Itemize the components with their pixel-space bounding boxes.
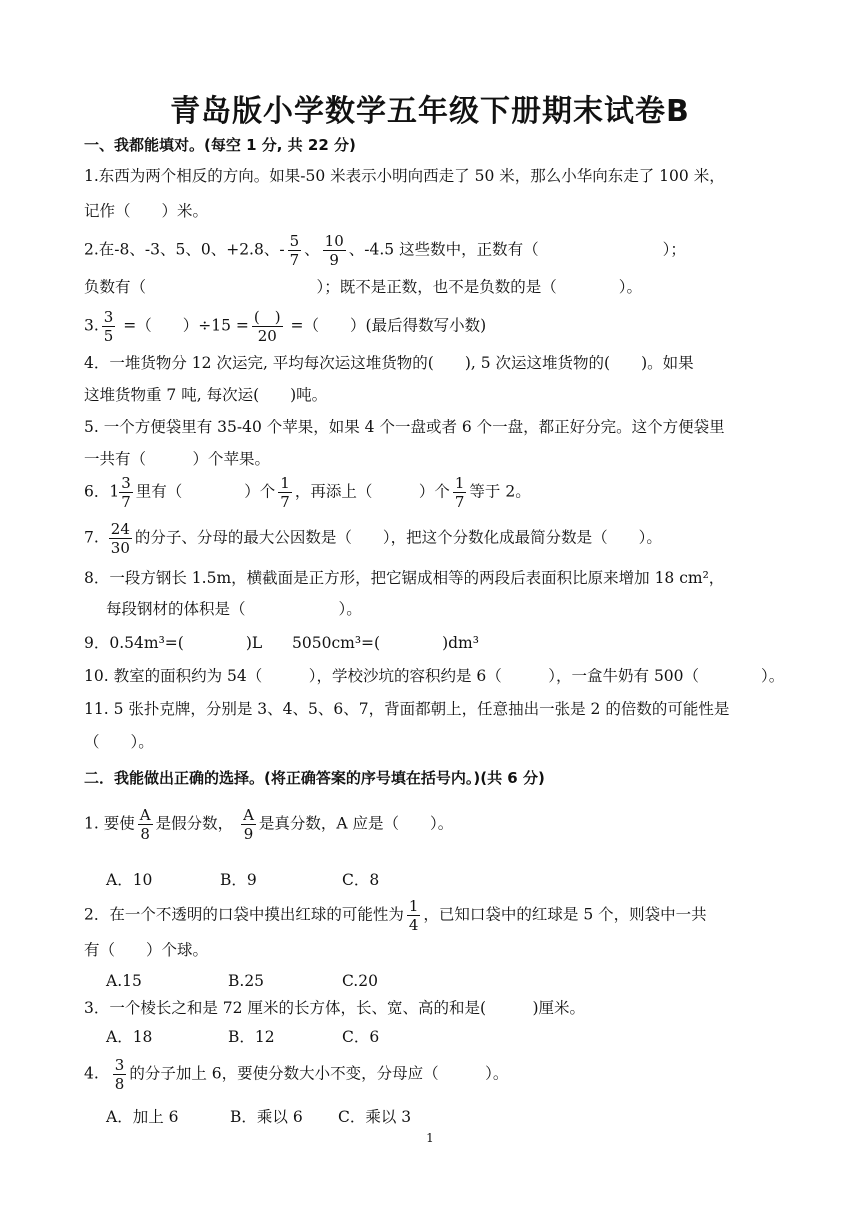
q1-line1: 1.东西为两个相反的方向。如果-50 米表示小明向西走了 50 米，那么小华向东走了 100 米，	[84, 167, 725, 185]
denominator: 8	[114, 1075, 125, 1093]
q6-prefix: 6．1	[84, 482, 120, 501]
numerator: ( )	[253, 308, 281, 326]
q7-prefix: 7.	[84, 528, 99, 547]
q4-line2: 这堆货物重 7 吨, 每次运( )吨。	[84, 386, 328, 404]
option-c: C．6	[342, 1028, 380, 1046]
fraction	[252, 308, 283, 345]
numerator: 3	[103, 308, 114, 326]
denominator: 7	[454, 493, 465, 511]
q2-suffix: 、-4.5 这些数中，正数有（ ）；	[348, 240, 686, 259]
q2-line1	[84, 232, 686, 269]
fraction	[119, 474, 133, 511]
numerator: 3	[114, 1056, 125, 1074]
numerator: 1	[408, 897, 419, 915]
q6-text2: ，再添上（ ）个	[294, 482, 450, 501]
fraction	[138, 806, 153, 843]
option-b: B．9	[220, 871, 257, 889]
q10-line: 10. 教室的面积约为 54（ ），学校沙坑的容积约是 6（ ），一盒牛奶有 500（ ）。	[84, 667, 785, 685]
s2-q2-prefix: 2．在一个不透明的口袋中摸出红球的可能性为	[84, 905, 404, 924]
numerator: A	[243, 806, 254, 824]
s2-q2-options	[106, 970, 378, 992]
s2-q2-line2: 有（ ）个球。	[84, 941, 209, 959]
q6-text3: 等于 2。	[469, 482, 531, 501]
q8-line1: 8．一段方钢长 1.5m，横截面是正方形，把它锯成相等的两段后表面积比原来增加 18 cm²，	[84, 569, 725, 587]
option-c: C．8	[342, 871, 380, 889]
s2-q2-line1	[84, 897, 707, 934]
s2-q1-text2: 是真分数，A 应是（ ）。	[258, 814, 454, 833]
s2-q4-options	[106, 1106, 411, 1128]
denominator: 8	[140, 825, 150, 843]
denominator: 9	[243, 825, 254, 843]
denominator: 7	[280, 493, 290, 511]
s2-q4-prefix: 4.	[84, 1064, 99, 1083]
q7-line	[84, 520, 662, 557]
fraction	[323, 232, 346, 269]
option-a: A．加上 6	[106, 1108, 179, 1126]
denominator: 5	[103, 327, 114, 345]
s2-q1-prefix: 1. 要使	[84, 814, 135, 833]
denominator: 4	[408, 916, 419, 934]
numerator: 1	[454, 474, 465, 492]
q3-suffix: =（ ）(最后得数写小数)	[285, 316, 487, 335]
fraction	[453, 474, 467, 511]
q8-line2: 每段钢材的体积是（ ）。	[106, 600, 362, 618]
option-b: B．乘以 6	[230, 1108, 303, 1126]
q1-line2: 记作（ ）米。	[84, 202, 209, 220]
q2-prefix: 2.在-8、-3、5、0、+2.8、-	[84, 240, 285, 259]
option-c: C．乘以 3	[338, 1108, 412, 1126]
s2-q1-text1: 是假分数，	[155, 814, 234, 833]
q5-line2: 一共有（ ）个苹果。	[84, 450, 271, 468]
option-b: B．12	[228, 1028, 275, 1046]
fraction	[407, 897, 421, 934]
q2-line2: 负数有（ ）；既不是正数，也不是负数的是（ ）。	[84, 278, 643, 296]
numerator: A	[139, 806, 151, 824]
s2-q3-line: 3．一个棱长之和是 72 厘米的长方体，长、宽、高的和是( )厘米。	[84, 999, 586, 1017]
section-1-heading: 一、我都能填对。(每空 1 分, 共 22 分)	[84, 136, 356, 154]
q3-prefix: 3.	[84, 316, 99, 335]
option-b: B.25	[228, 972, 265, 990]
fraction	[113, 1056, 127, 1093]
separator: 、	[304, 240, 320, 259]
denominator: 7	[289, 251, 300, 269]
section-2-heading: 二．我能做出正确的选择。(将正确答案的序号填在括号内。)(共 6 分)	[84, 769, 545, 787]
q6-line	[84, 474, 531, 511]
q11-line2: （ ）。	[84, 733, 154, 751]
option-a: A．10	[106, 871, 153, 889]
numerator: 24	[110, 520, 130, 538]
page-title: 青岛版小学数学五年级下册期末试卷B	[170, 94, 690, 129]
denominator: 30	[110, 539, 130, 557]
numerator: 3	[121, 474, 131, 492]
fraction	[102, 308, 116, 345]
fraction	[109, 520, 132, 557]
s2-q1-options	[106, 869, 379, 891]
q5-line1: 5. 一个方便袋里有 35-40 个苹果，如果 4 个一盘或者 6 个一盘，都正好分完。这个方便袋里	[84, 418, 725, 436]
q9-part-a: 9．0.54m³=( )L	[84, 634, 263, 652]
q9-part-b: 5050cm³=( )dm³	[292, 634, 479, 652]
s2-q2-suffix: ，已知口袋中的红球是 5 个，则袋中一共	[423, 905, 707, 924]
s2-q3-options	[106, 1026, 379, 1048]
q4-line1: 4．一堆货物分 12 次运完, 平均每次运这堆货物的( ), 5 次运这堆货物的( )。如果	[84, 354, 694, 372]
fraction	[278, 474, 292, 511]
numerator: 5	[289, 232, 300, 250]
s2-q4-line	[84, 1056, 508, 1093]
denominator: 20	[257, 327, 277, 345]
option-a: A．18	[106, 1028, 153, 1046]
q3-middle: =（ ）÷15 =	[118, 316, 249, 335]
page-number: 1	[426, 1131, 434, 1145]
s2-q4-suffix: 的分子加上 6，要使分数大小不变，分母应（ ）。	[129, 1064, 509, 1083]
option-c: C.20	[342, 972, 378, 990]
numerator: 1	[280, 474, 290, 492]
fraction	[241, 806, 256, 843]
q11-line1: 11. 5 张扑克牌，分别是 3、4、5、6、7，背面都朝上，任意抽出一张是 2 的倍数的可能性是	[84, 700, 730, 718]
q7-suffix: 的分子、分母的最大公因数是（ ），把这个分数化成最简分数是（ ）。	[134, 528, 662, 547]
q6-text1: 里有（ ）个	[135, 482, 276, 501]
denominator: 9	[329, 251, 339, 269]
option-a: A.15	[106, 972, 142, 990]
s2-q1-line	[84, 806, 453, 843]
denominator: 7	[121, 493, 131, 511]
fraction	[288, 232, 302, 269]
q3-line	[84, 308, 486, 345]
numerator: 10	[324, 232, 344, 250]
